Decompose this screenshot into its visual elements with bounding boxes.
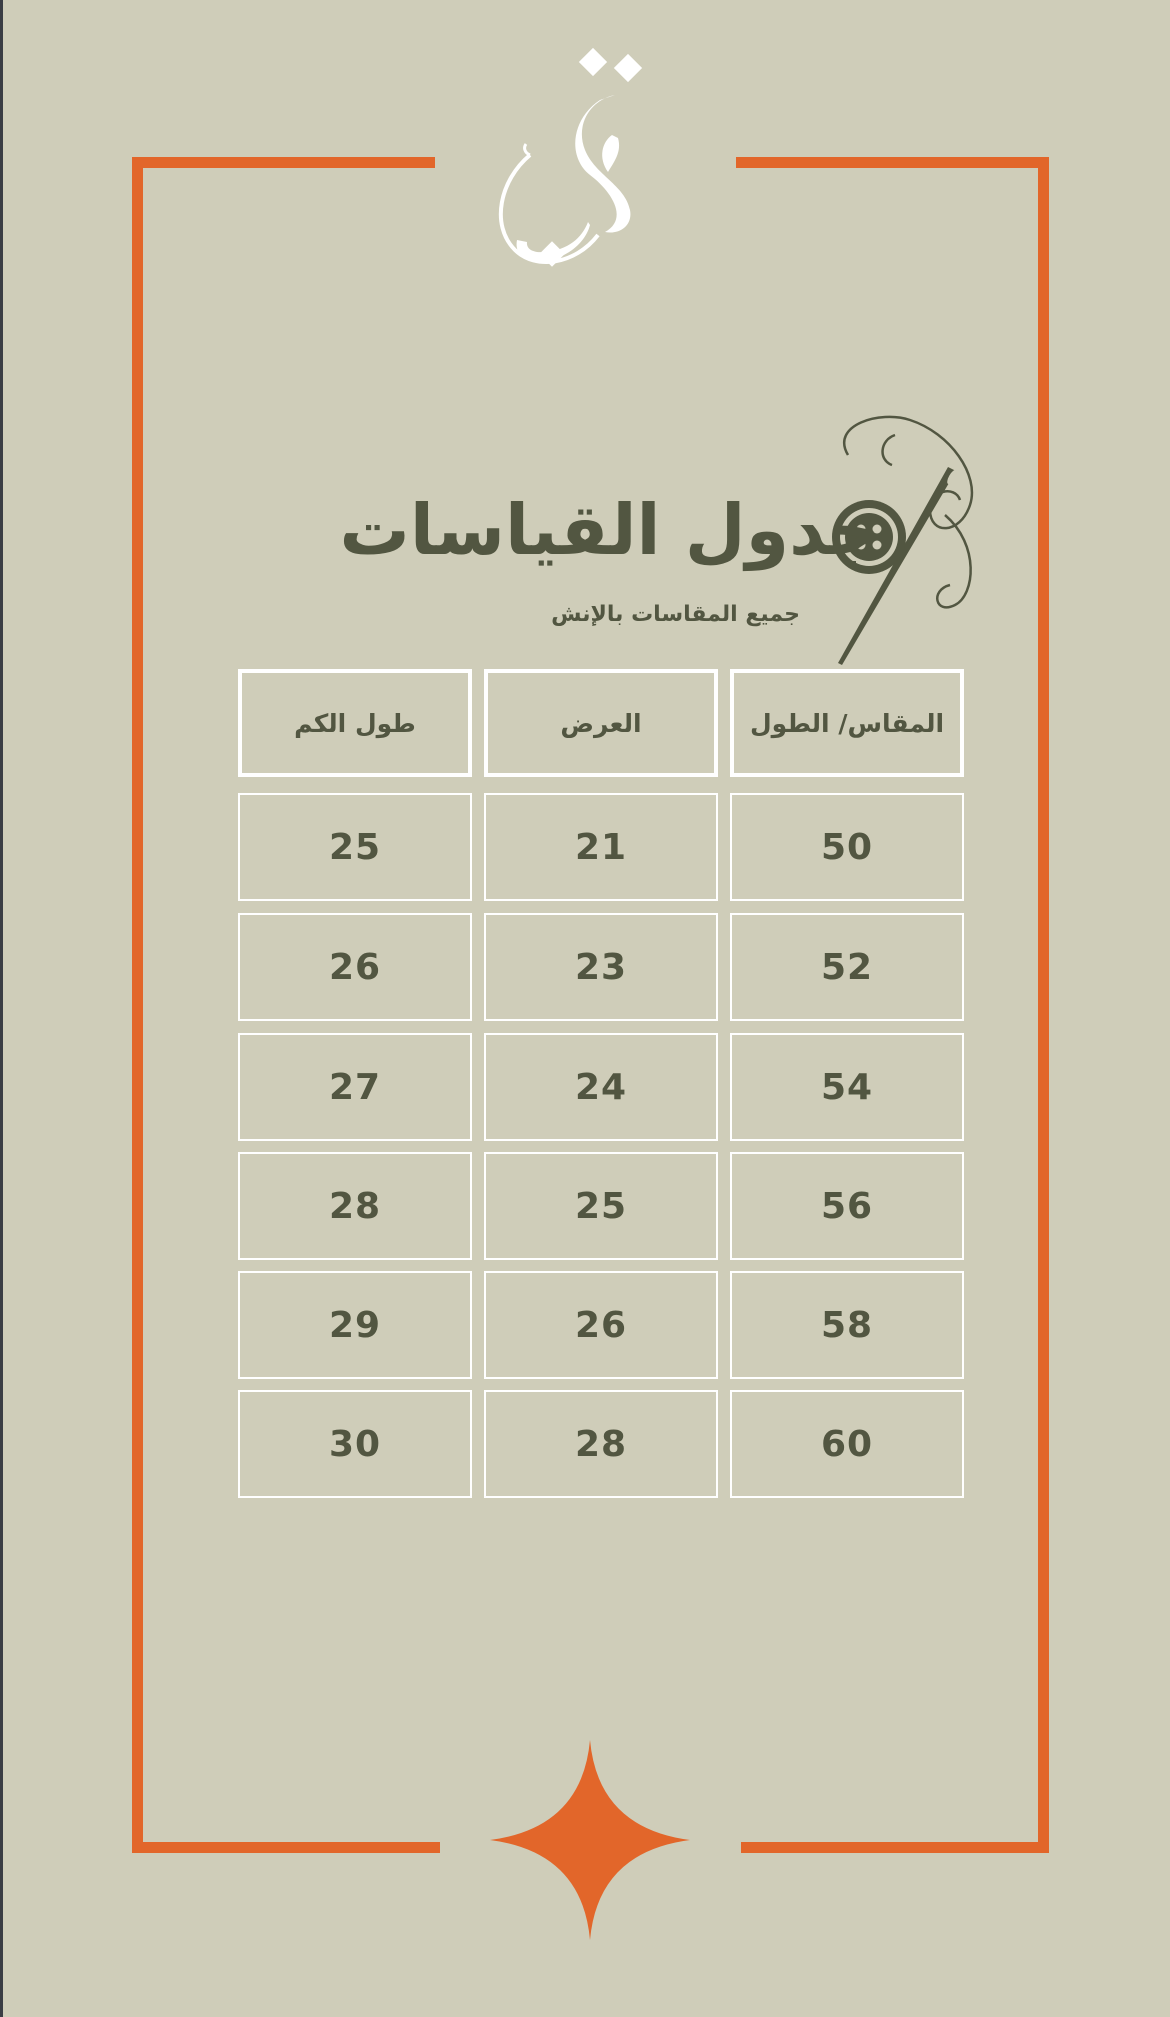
table-cell-width: 25 (484, 1152, 718, 1260)
frame-top-left (132, 157, 435, 168)
table-cell-sleeve: 26 (238, 913, 472, 1021)
table-cell-width: 28 (484, 1390, 718, 1498)
column-header-width: العرض (484, 669, 718, 777)
frame-bottom-right (741, 1842, 1049, 1853)
table-cell-sleeve: 28 (238, 1152, 472, 1260)
table-cell-size: 60 (730, 1390, 964, 1498)
table-cell-sleeve: 30 (238, 1390, 472, 1498)
column-header-size: المقاس/ الطول (730, 669, 964, 777)
table-cell-size: 52 (730, 913, 964, 1021)
frame-right (1038, 157, 1049, 1853)
four-point-star-icon (490, 1740, 690, 1940)
table-cell-size: 50 (730, 793, 964, 901)
table-cell-sleeve: 27 (238, 1033, 472, 1141)
column-header-sleeve: طول الكم (238, 669, 472, 777)
table-cell-size: 58 (730, 1271, 964, 1379)
table-cell-sleeve: 25 (238, 793, 472, 901)
table-cell-width: 23 (484, 913, 718, 1021)
table-cell-width: 26 (484, 1271, 718, 1379)
table-cell-width: 24 (484, 1033, 718, 1141)
page-title: جدول القياسات (339, 489, 880, 571)
table-cell-size: 56 (730, 1152, 964, 1260)
frame-top-right (736, 157, 1049, 168)
table-cell-size: 54 (730, 1033, 964, 1141)
page-subtitle: جميع المقاسات بالإنش (551, 602, 800, 627)
table-cell-width: 21 (484, 793, 718, 901)
table-cell-sleeve: 29 (238, 1271, 472, 1379)
frame-bottom-left (132, 1842, 440, 1853)
calligraphy-logo-icon (490, 40, 690, 290)
left-edge-strip (0, 0, 3, 2017)
frame-left (132, 157, 143, 1853)
